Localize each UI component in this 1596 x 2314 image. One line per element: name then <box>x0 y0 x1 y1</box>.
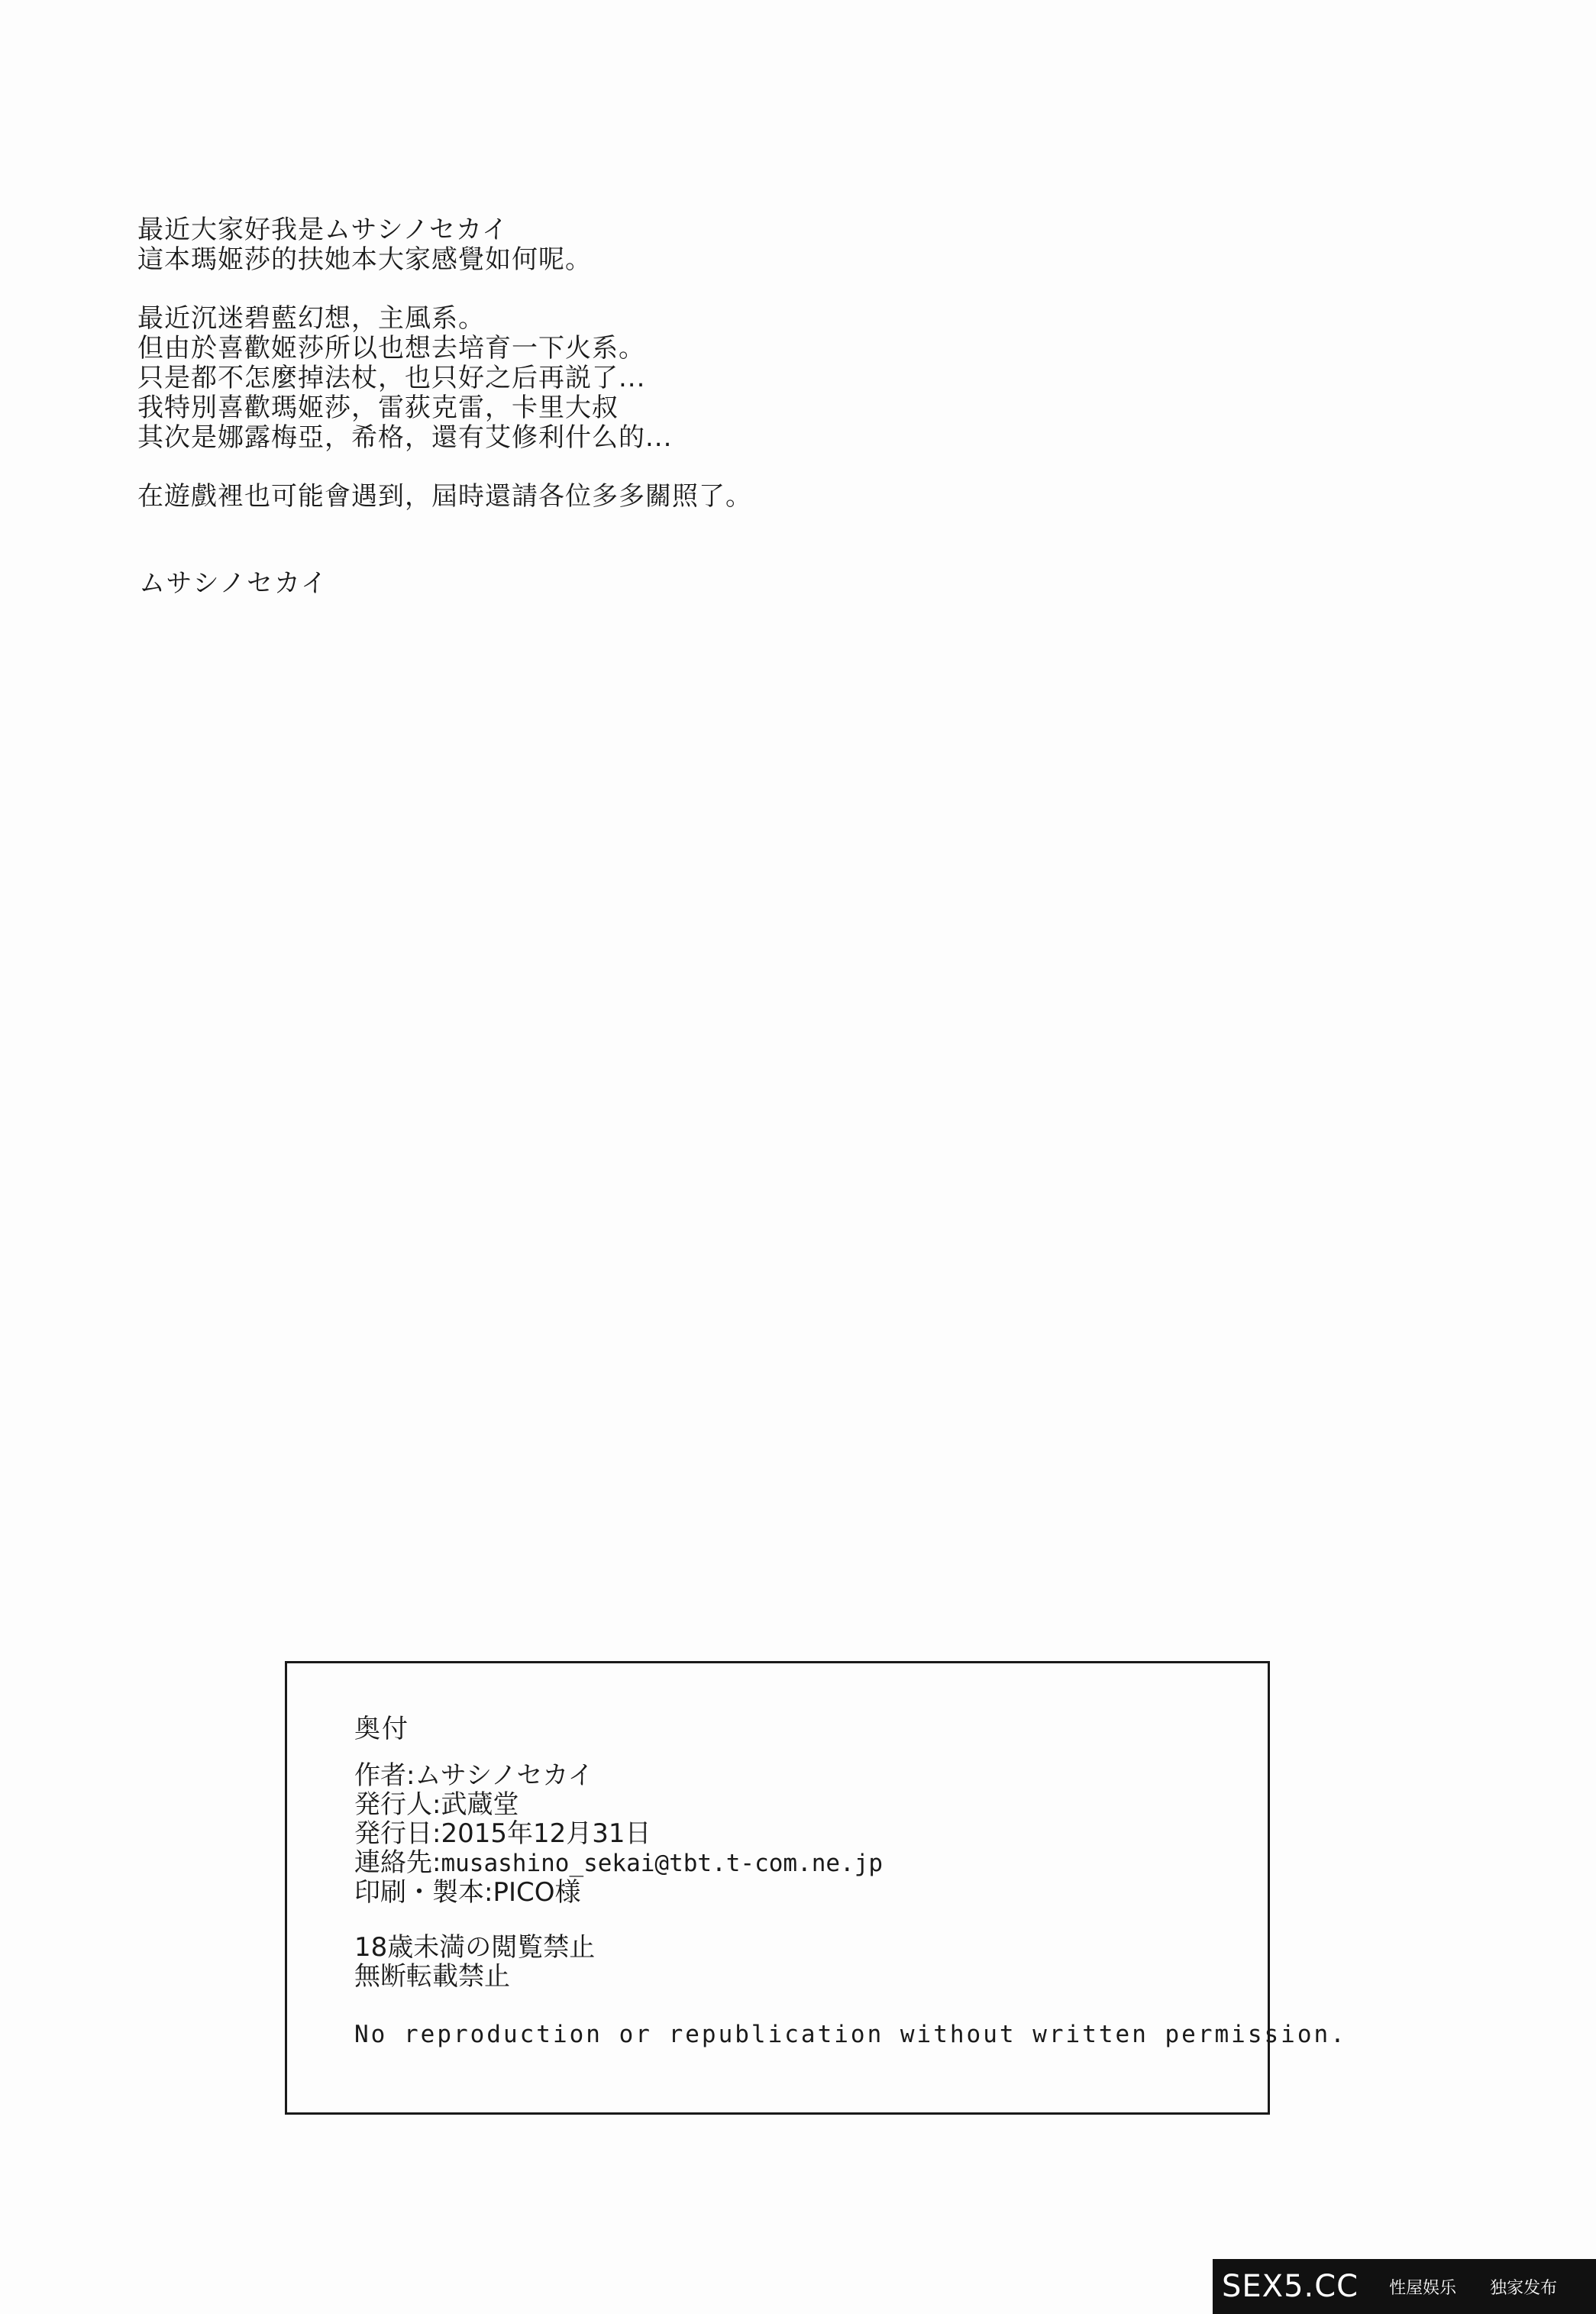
watermark-tag: 性屋娱乐 <box>1389 2278 1457 2298</box>
afterword-line: 這本瑪姬莎的扶她本大家感覺如何呢。 <box>137 244 592 275</box>
afterword-line: 我特別喜歡瑪姬莎，雷荻克雷，卡里大叔 <box>137 393 619 423</box>
afterword-line: 在遊戲裡也可能會遇到，屆時還請各位多多關照了。 <box>137 481 752 512</box>
colophon-contact <box>354 1848 883 1878</box>
colophon-contact-label: 連絡先: <box>354 1847 441 1878</box>
afterword-paragraph-1 <box>137 215 1207 275</box>
afterword-paragraph-3 <box>137 482 1207 512</box>
afterword-text <box>137 215 1207 541</box>
afterword-line: 最近大家好我是ムサシノセカイ <box>137 215 509 245</box>
afterword-line: 但由於喜歡姬莎所以也想去培育一下火系。 <box>137 333 645 364</box>
colophon-title: 奥付 <box>354 1714 409 1744</box>
watermark-tag: 独家发布 <box>1490 2278 1558 2298</box>
colophon-author: 作者:ムサシノセカイ <box>354 1760 594 1791</box>
colophon-date: 発行日:2015年12月31日 <box>354 1818 651 1849</box>
colophon-publisher: 発行人:武蔵堂 <box>354 1789 519 1820</box>
copyright-notice: No reproduction or republication without written permission. <box>354 2021 1347 2048</box>
age-restriction: 18歳未満の閲覧禁止 <box>354 1932 596 1963</box>
reprint-prohibited: 無断転載禁止 <box>354 1961 510 1992</box>
colophon-contact-email: musashino_sekai@tbt.t-com.ne.jp <box>441 1850 884 1877</box>
afterword-paragraph-2 <box>137 304 1207 453</box>
watermark-site: SEX5.CC <box>1222 2269 1359 2304</box>
colophon-box <box>285 1661 1347 2115</box>
watermark-banner <box>1213 2259 1596 2314</box>
afterword-line: 最近沉迷碧藍幻想，主風系。 <box>137 303 485 334</box>
author-signature: ムサシノセカイ <box>139 568 328 599</box>
afterword-line: 其次是娜露梅亞，希格，還有艾修利什么的... <box>137 422 673 453</box>
colophon-restrictions <box>354 1933 595 1991</box>
afterword-line: 只是都不怎麼掉法杖，也只好之后再説了... <box>137 363 646 393</box>
colophon-details <box>354 1761 883 1907</box>
colophon-printing: 印刷・製本:PICO様 <box>354 1877 581 1908</box>
